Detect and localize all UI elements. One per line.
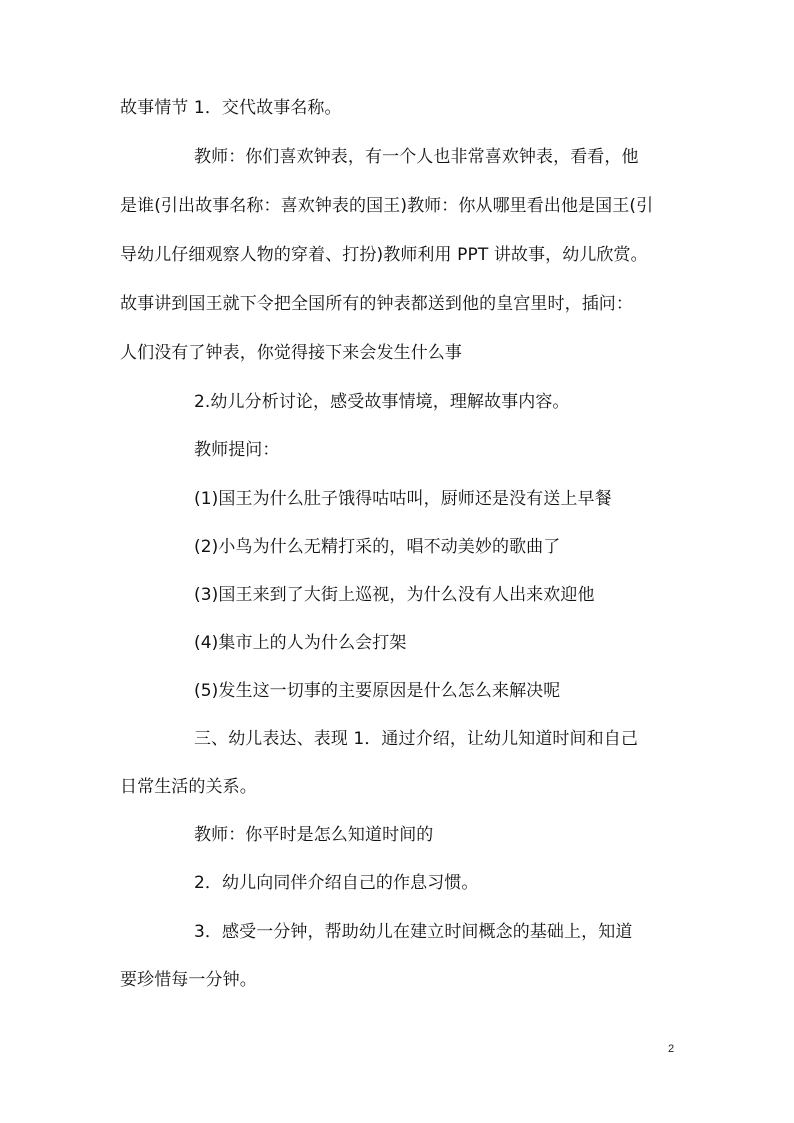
- text-line: 教师：你平时是怎么知道时间的: [194, 825, 434, 845]
- question-line: (5)发生这一切事的主要原因是什么怎么来解决呢: [194, 681, 561, 701]
- question-line: (4)集市上的人为什么会打架: [194, 633, 407, 653]
- text-line: 三、幼儿表达、表现 1．通过介绍，让幼儿知道时间和自己: [194, 729, 638, 749]
- text-line: 导幼儿仔细观察人物的穿着、打扮)教师利用 PPT 讲故事，幼儿欣赏。: [120, 245, 648, 265]
- text-line: 故事情节 1．交代故事名称。: [120, 98, 342, 118]
- text-line: 人们没有了钟表，你觉得接下来会发生什么事: [120, 343, 462, 363]
- text-line: 教师：你们喜欢钟表，有一个人也非常喜欢钟表，看看，他: [194, 147, 639, 167]
- text-line: 要珍惜每一分钟。: [120, 970, 257, 990]
- question-line: (3)国王来到了大街上巡视，为什么没有人出来欢迎他: [194, 585, 595, 605]
- text-line: 日常生活的关系。: [120, 777, 257, 797]
- question-line: (2)小鸟为什么无精打采的，唱不动美妙的歌曲了: [194, 537, 561, 557]
- page-number: 2: [668, 1043, 675, 1055]
- text-line: 故事讲到国王就下令把全国所有的钟表都送到他的皇宫里时，插问：: [120, 294, 633, 314]
- text-line: 2.幼儿分析讨论，感受故事情境，理解故事内容。: [194, 392, 570, 412]
- question-line: (1)国王为什么肚子饿得咕咕叫，厨师还是没有送上早餐: [194, 489, 612, 509]
- text-line: 2．幼儿向同伴介绍自己的作息习惯。: [194, 873, 479, 893]
- text-line: 是谁(引出故事名称：喜欢钟表的国王)教师：你从哪里看出他是国王(引: [120, 196, 654, 216]
- text-line: 3．感受一分钟，帮助幼儿在建立时间概念的基础上，知道: [194, 922, 633, 942]
- text-line: 教师提问：: [194, 440, 280, 460]
